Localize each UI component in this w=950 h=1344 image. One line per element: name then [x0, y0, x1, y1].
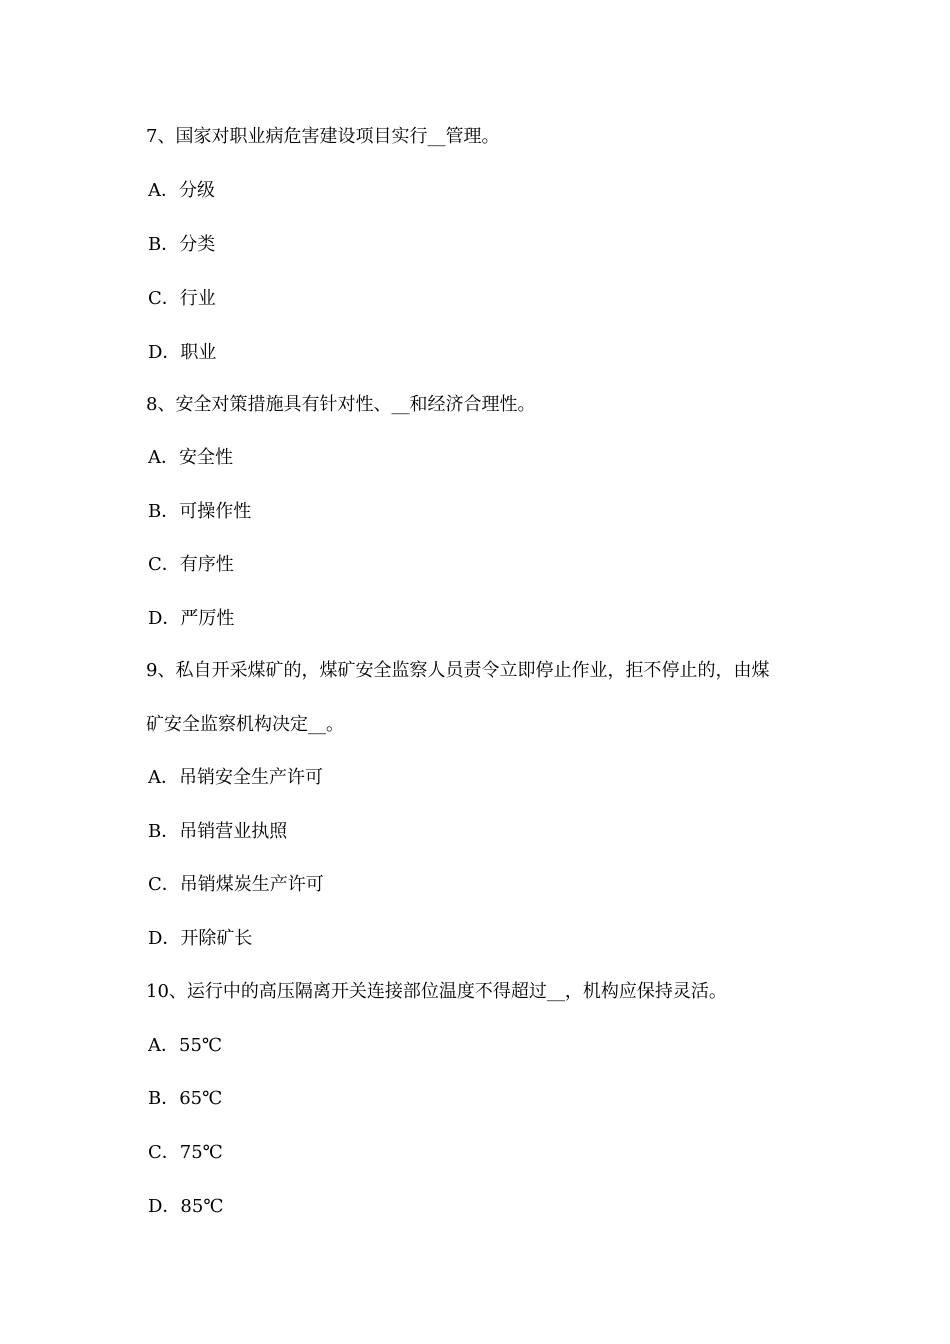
question-10-option-b: B．65℃ [148, 1088, 223, 1109]
question-8-stem: 8、安全对策措施具有针对性、__和经济合理性。 [146, 394, 536, 415]
question-9-option-b: B．吊销营业执照 [148, 821, 288, 842]
question-8-option-d: D．严厉性 [148, 608, 235, 629]
question-10-option-a: A．55℃ [148, 1035, 223, 1056]
question-9-option-c: C．吊销煤炭生产许可 [148, 874, 324, 895]
question-9-stem-line-2: 矿安全监察机构决定__。 [146, 714, 344, 735]
question-9-option-d: D．开除矿长 [148, 928, 253, 949]
question-9-stem-line-1: 9、私自开采煤矿的，煤矿安全监察人员责令立即停止作业，拒不停止的，由煤 [146, 660, 770, 681]
question-10-option-c: C．75℃ [148, 1142, 223, 1163]
question-10-option-d: D．85℃ [148, 1196, 224, 1217]
question-7-stem: 7、国家对职业病危害建设项目实行__管理。 [146, 126, 500, 147]
question-10-stem: 10、运行中的高压隔离开关连接部位温度不得超过__，机构应保持灵活。 [146, 981, 727, 1002]
question-7-option-d: D．职业 [148, 342, 217, 363]
question-8-option-c: C．有序性 [148, 554, 234, 575]
question-8-option-b: B．可操作性 [148, 501, 252, 522]
question-8-option-a: A．安全性 [148, 447, 233, 468]
question-7-option-a: A．分级 [148, 180, 215, 201]
question-7-option-c: C．行业 [148, 288, 216, 309]
question-9-option-a: A．吊销安全生产许可 [148, 767, 323, 788]
question-7-option-b: B．分类 [148, 234, 216, 255]
